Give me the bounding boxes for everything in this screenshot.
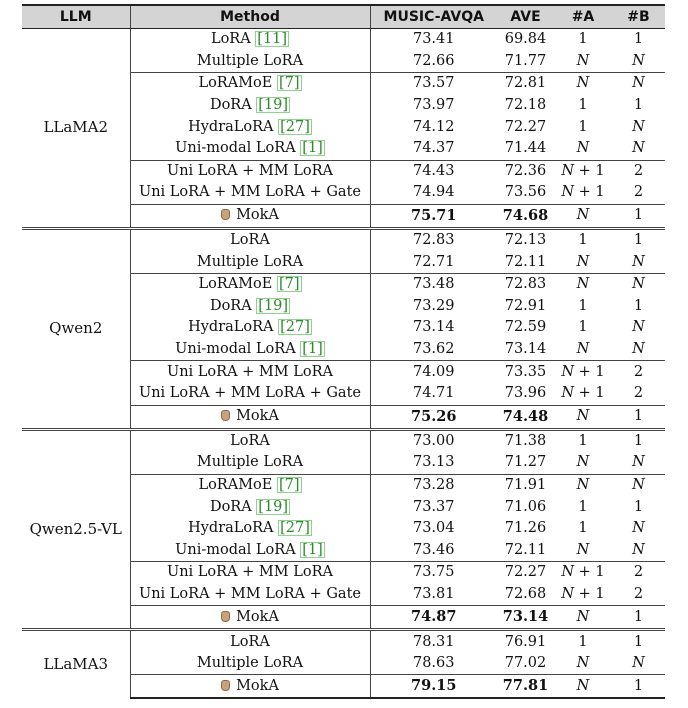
music-value: 73.57 (370, 73, 497, 95)
method-cell (130, 51, 370, 73)
b-value: 1 (633, 31, 644, 48)
method-cell (130, 675, 370, 699)
ave-value-bold: 74.48 (502, 407, 549, 425)
method-cell (130, 339, 370, 361)
a-value: 1 (554, 228, 612, 251)
music-value: 73.46 (412, 541, 455, 558)
citation-link[interactable]: [19] (258, 297, 289, 314)
var-n: N (632, 319, 645, 336)
ave-value: 71.38 (497, 429, 554, 452)
music-value: 73.29 (412, 297, 455, 314)
method-name: Uni LoRA + MM LoRA (167, 162, 333, 179)
a-value (554, 606, 612, 630)
ave-value: 73.56 (504, 184, 547, 201)
method-name: HydraLoRA (188, 319, 274, 336)
music-value: 73.41 (412, 31, 455, 48)
a-value (554, 361, 612, 383)
b-value: 1 (612, 630, 665, 653)
a-value (554, 474, 612, 496)
method-cell (130, 562, 370, 584)
method-name: Uni LoRA + MM LoRA + Gate (139, 585, 361, 602)
citation-link[interactable]: [1] (302, 140, 323, 157)
b-value (612, 339, 665, 361)
music-value: 73.48 (370, 273, 497, 295)
ave-value: 72.83 (497, 273, 554, 295)
citation-link[interactable]: [7] (278, 476, 300, 493)
a-value (554, 675, 612, 699)
ave-value: 72.59 (504, 319, 547, 336)
music-value: 72.66 (412, 52, 455, 69)
var-suffix: + 1 (574, 363, 605, 380)
b-value: 2 (633, 184, 644, 201)
music-value: 74.37 (412, 140, 455, 157)
method-cell (130, 361, 370, 383)
method-cell (130, 452, 370, 474)
method-name: MokA (236, 207, 279, 224)
b-value: 1 (612, 405, 665, 429)
music-value: 73.75 (370, 562, 497, 584)
music-value: 78.63 (412, 655, 455, 672)
var-n: N (632, 52, 645, 69)
var-n: N (632, 454, 645, 471)
method-cell (130, 116, 370, 138)
method-cell (130, 182, 370, 204)
var-n: N (576, 454, 590, 471)
music-value: 74.71 (412, 385, 455, 402)
var-n: N (576, 677, 590, 694)
table-body (22, 29, 665, 699)
var-n: N (632, 75, 645, 92)
music-value: 74.43 (370, 160, 497, 182)
method-cell (130, 160, 370, 182)
music-value: 73.04 (412, 520, 455, 537)
ave-value: 72.27 (497, 562, 554, 584)
llm-name: Qwen2 (22, 228, 130, 429)
b-value (612, 539, 665, 561)
method-cell (130, 273, 370, 295)
ave-value: 72.11 (504, 253, 547, 270)
var-suffix: + 1 (574, 564, 605, 581)
music-value: 74.12 (412, 118, 455, 135)
b-value: 1 (612, 228, 665, 251)
method-cell (130, 251, 370, 273)
method-cell (130, 496, 370, 518)
method-name: HydraLoRA (188, 520, 274, 537)
music-value-bold: 75.26 (411, 407, 457, 425)
var-n: N (561, 564, 575, 581)
music-value-bold: 75.71 (411, 206, 457, 224)
method-name: Uni-modal LoRA (175, 541, 296, 558)
music-value (370, 405, 497, 429)
moka-icon (221, 680, 230, 691)
llm-name: LLaMA3 (22, 630, 130, 699)
var-n: N (632, 253, 645, 270)
var-n: N (632, 541, 645, 558)
b-value: 1 (612, 429, 665, 452)
music-value-bold: 74.87 (411, 608, 457, 626)
llm-name: LLaMA2 (22, 29, 130, 229)
var-n: N (576, 655, 590, 672)
method-name: Multiple LoRA (196, 655, 304, 672)
method-name: DoRA (209, 97, 252, 114)
a-value: 1 (578, 319, 588, 336)
var-n: N (576, 75, 590, 92)
a-value: 1 (578, 520, 588, 537)
var-n: N (632, 140, 645, 157)
var-n: N (632, 476, 645, 493)
ave-value: 71.44 (504, 140, 547, 157)
b-value: 1 (633, 297, 644, 314)
table-row (22, 630, 665, 653)
method-cell (130, 584, 370, 606)
method-name: LoRA (230, 432, 270, 449)
b-value (612, 51, 665, 73)
music-value: 73.37 (412, 498, 455, 515)
var-n: N (632, 118, 645, 135)
music-value: 78.31 (370, 630, 497, 653)
header-b: #B (612, 5, 665, 29)
var-n: N (632, 341, 645, 358)
table-row (22, 429, 665, 452)
ave-value (497, 606, 554, 630)
moka-icon (221, 611, 230, 622)
b-value: 1 (612, 204, 665, 228)
method-name: DoRA (209, 297, 252, 314)
a-value (554, 653, 612, 675)
music-value: 73.14 (412, 319, 455, 336)
table-row (22, 228, 665, 251)
music-value (370, 675, 497, 699)
b-value: 1 (633, 498, 644, 515)
citation-link[interactable]: [27] (280, 118, 310, 135)
ave-value: 72.27 (504, 118, 547, 135)
ave-value: 76.91 (497, 630, 554, 653)
method-name: HydraLoRA (188, 118, 274, 135)
var-n: N (576, 341, 590, 358)
var-suffix: + 1 (574, 162, 605, 179)
var-n: N (561, 363, 575, 380)
ave-value: 72.18 (504, 97, 547, 114)
var-n: N (561, 184, 575, 201)
ave-value: 72.68 (504, 585, 547, 602)
method-cell (130, 653, 370, 675)
ave-value: 73.35 (497, 361, 554, 383)
method-cell (130, 29, 370, 51)
method-name: LoRA (230, 232, 270, 249)
method-name: LoRA (230, 633, 270, 650)
var-n: N (561, 585, 575, 602)
method-name: LoRAMoE (198, 276, 273, 293)
ave-value: 71.06 (504, 498, 547, 515)
ave-value: 69.84 (504, 31, 547, 48)
method-cell (130, 73, 370, 95)
ave-value: 72.91 (504, 297, 547, 314)
method-cell (130, 204, 370, 228)
b-value (612, 73, 665, 95)
method-name: Uni-modal LoRA (175, 140, 296, 157)
ave-value (497, 405, 554, 429)
header-llm: LLM (22, 5, 130, 29)
method-name: Uni LoRA + MM LoRA (167, 363, 333, 380)
a-value (554, 182, 612, 204)
ave-value: 72.13 (497, 228, 554, 251)
music-value: 74.09 (370, 361, 497, 383)
method-name: MokA (236, 677, 279, 694)
b-value: 2 (633, 385, 644, 402)
music-value: 73.00 (370, 429, 497, 452)
ave-value: 71.77 (504, 52, 547, 69)
var-suffix: + 1 (574, 585, 605, 602)
music-value: 73.81 (412, 585, 455, 602)
a-value: 1 (578, 118, 588, 135)
header-method: Method (130, 5, 370, 29)
method-name: Uni LoRA + MM LoRA (167, 564, 333, 581)
var-n: N (576, 476, 590, 493)
citation-link[interactable]: [19] (258, 97, 289, 114)
moka-icon (221, 410, 230, 421)
table-row (22, 29, 665, 51)
method-name: DoRA (209, 498, 252, 515)
b-value: 2 (633, 585, 644, 602)
var-n: N (576, 207, 590, 224)
ave-value: 72.81 (497, 73, 554, 95)
citation-link[interactable]: [27] (280, 319, 310, 336)
music-value: 73.97 (412, 97, 455, 114)
header-music-avqa: MUSIC-AVQA (370, 5, 497, 29)
a-value (554, 251, 612, 273)
llm-name: Qwen2.5-VL (22, 429, 130, 630)
b-value (612, 653, 665, 675)
a-value: 1 (578, 31, 588, 48)
a-value (554, 452, 612, 474)
b-value (612, 518, 665, 540)
b-value (612, 317, 665, 339)
var-n: N (576, 276, 590, 293)
citation-link[interactable]: [11] (257, 31, 288, 48)
b-value (612, 116, 665, 138)
ave-value: 71.27 (504, 454, 547, 471)
method-name: LoRAMoE (198, 75, 273, 92)
ave-value: 72.36 (497, 160, 554, 182)
method-cell (130, 429, 370, 452)
method-name: MokA (236, 408, 279, 424)
b-value: 2 (612, 361, 665, 383)
a-value: 1 (578, 97, 588, 114)
header-a: #A (554, 5, 612, 29)
b-value: 2 (612, 160, 665, 182)
method-cell (130, 606, 370, 630)
method-name: MokA (236, 608, 279, 625)
a-value (554, 339, 612, 361)
method-name: Multiple LoRA (196, 253, 304, 270)
method-name: Multiple LoRA (196, 454, 304, 471)
music-value (370, 204, 497, 228)
method-cell (130, 383, 370, 405)
music-value: 73.28 (370, 474, 497, 496)
method-cell (130, 95, 370, 117)
citation-link[interactable]: [7] (278, 276, 300, 293)
b-value (612, 474, 665, 496)
ave-value: 77.02 (504, 655, 547, 672)
a-value (554, 138, 612, 160)
b-value: 1 (633, 97, 644, 114)
var-suffix: + 1 (574, 184, 605, 201)
b-value: 1 (612, 606, 665, 630)
a-value: 1 (578, 297, 588, 314)
method-name: LoRAMoE (198, 476, 273, 493)
method-cell (130, 228, 370, 251)
ave-value: 72.11 (504, 541, 547, 558)
a-value (554, 383, 612, 405)
ave-value (497, 204, 554, 228)
var-n: N (576, 52, 590, 69)
header-ave: AVE (497, 5, 554, 29)
method-cell (130, 474, 370, 496)
ave-value: 73.96 (504, 385, 547, 402)
music-value (370, 606, 497, 630)
method-cell (130, 296, 370, 318)
citation-link[interactable]: [1] (302, 541, 323, 558)
method-name: LoRA (210, 31, 251, 48)
moka-icon (221, 209, 230, 220)
method-cell (130, 138, 370, 160)
ave-value-bold: 73.14 (502, 608, 549, 626)
a-value (554, 584, 612, 606)
a-value (554, 73, 612, 95)
var-n: N (632, 520, 645, 537)
method-cell (130, 405, 370, 429)
music-value: 73.13 (412, 454, 455, 471)
method-name: Multiple LoRA (196, 52, 304, 69)
a-value: 1 (554, 630, 612, 653)
music-value: 72.83 (370, 228, 497, 251)
a-value (554, 562, 612, 584)
method-cell (130, 317, 370, 339)
b-value: 2 (612, 562, 665, 584)
b-value (612, 251, 665, 273)
method-name: Uni-modal LoRA (175, 341, 296, 358)
var-n: N (576, 608, 590, 625)
a-value: 1 (554, 429, 612, 452)
results-table (22, 4, 665, 699)
method-cell (130, 539, 370, 561)
var-n: N (576, 408, 590, 424)
header-row (22, 5, 665, 29)
a-value: 1 (578, 498, 588, 515)
var-suffix: + 1 (574, 385, 605, 402)
var-n: N (632, 276, 645, 293)
ave-value (497, 675, 554, 699)
citation-link[interactable]: [1] (302, 341, 323, 358)
ave-value-bold: 77.81 (502, 677, 549, 695)
a-value (554, 51, 612, 73)
var-n: N (576, 253, 590, 270)
method-cell (130, 630, 370, 653)
b-value (612, 138, 665, 160)
a-value (554, 204, 612, 228)
ave-value: 71.91 (497, 474, 554, 496)
citation-link[interactable]: [7] (278, 75, 300, 92)
var-n: N (576, 140, 590, 157)
music-value-bold: 79.15 (411, 677, 457, 695)
var-n: N (561, 385, 575, 402)
a-value (554, 273, 612, 295)
music-value: 74.94 (412, 184, 455, 201)
a-value (554, 405, 612, 429)
method-cell (130, 518, 370, 540)
ave-value-bold: 74.68 (502, 206, 549, 224)
method-name: Uni LoRA + MM LoRA + Gate (139, 385, 361, 402)
ave-value: 73.14 (504, 341, 547, 358)
a-value (554, 539, 612, 561)
citation-link[interactable]: [19] (258, 498, 289, 515)
var-n: N (576, 541, 590, 558)
b-value (612, 273, 665, 295)
citation-link[interactable]: [27] (280, 520, 310, 537)
var-n: N (632, 655, 645, 672)
music-value: 72.71 (412, 253, 455, 270)
b-value: 1 (612, 675, 665, 699)
ave-value: 71.26 (504, 520, 547, 537)
b-value (612, 452, 665, 474)
var-n: N (561, 162, 575, 179)
a-value (554, 160, 612, 182)
method-name: Uni LoRA + MM LoRA + Gate (139, 184, 361, 201)
music-value: 73.62 (412, 341, 455, 358)
